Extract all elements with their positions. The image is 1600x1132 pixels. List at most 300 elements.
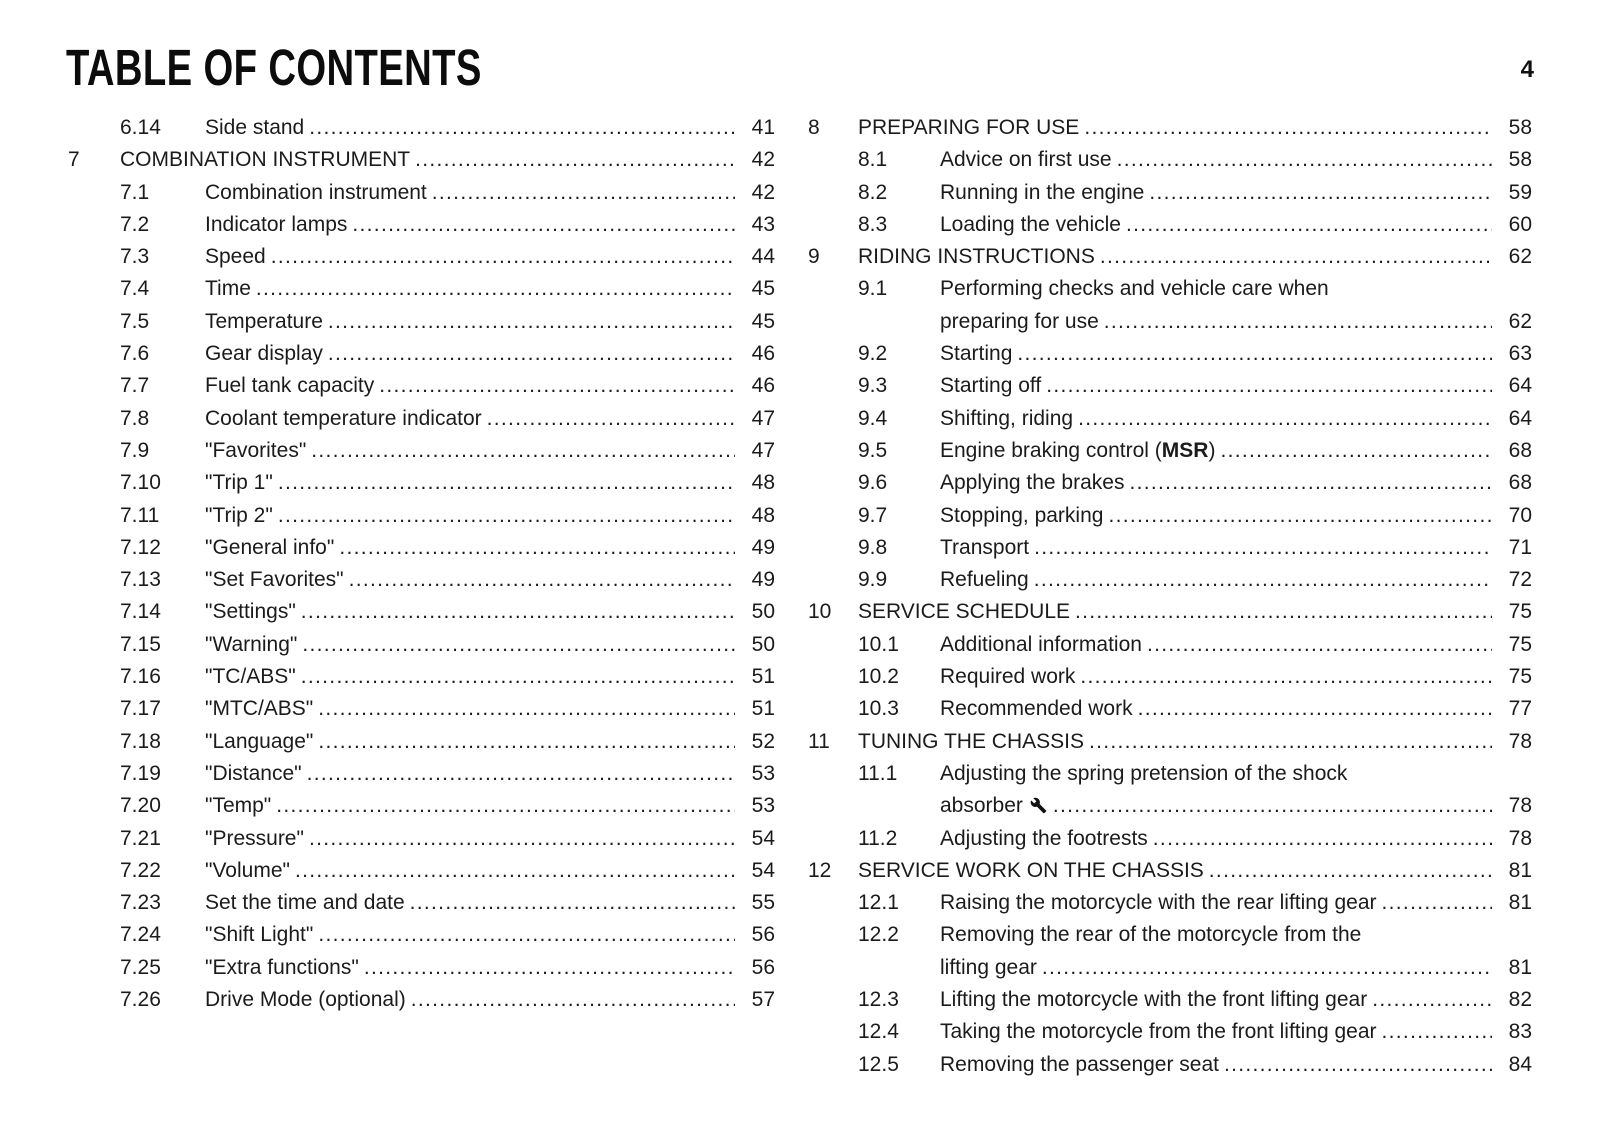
dot-leader (1372, 984, 1492, 1016)
toc-entry (808, 467, 1532, 499)
entry-page-number: 62 (1508, 245, 1532, 269)
entry-page-number: 44 (751, 245, 775, 269)
entry-title-continued: preparing for use (940, 309, 1099, 333)
dot-leader (318, 726, 735, 758)
entry-title: Coolant temperature indicator (205, 406, 482, 430)
entry-line-1 (205, 693, 775, 725)
toc-column-left (68, 112, 775, 1016)
entry-body (205, 241, 775, 273)
entry-body (205, 855, 775, 887)
entry-body (205, 564, 775, 596)
toc-entry (808, 241, 1532, 273)
dot-leader (1078, 403, 1492, 435)
toc-entry (808, 887, 1532, 919)
wrench-icon (1030, 792, 1047, 824)
entry-body (940, 823, 1532, 855)
section-number: 9.4 (858, 406, 888, 430)
dot-leader (328, 306, 735, 338)
entry-body (940, 370, 1532, 402)
dot-leader (1138, 693, 1492, 725)
section-number: 10.2 (858, 665, 899, 689)
dot-leader (318, 919, 735, 951)
entry-page-number: 81 (1508, 955, 1532, 979)
entry-page-number: 54 (751, 826, 775, 850)
entry-title: Drive Mode (optional) (205, 988, 406, 1012)
entry-body (205, 693, 775, 725)
entry-body (205, 306, 775, 338)
entry-title: Taking the motorcycle from the front lifting gear (940, 1020, 1377, 1044)
chapter-number: 7 (68, 148, 80, 172)
entry-line-1 (940, 823, 1532, 855)
toc-entry (808, 532, 1532, 564)
entry-page-number: 84 (1508, 1052, 1532, 1076)
entry-body (205, 532, 775, 564)
dot-leader (1053, 790, 1492, 822)
entry-page-number: 48 (751, 471, 775, 495)
section-number: 7.18 (120, 729, 161, 753)
dot-leader (328, 338, 735, 370)
entry-page-number: 43 (751, 212, 775, 236)
entry-page-number: 72 (1508, 568, 1532, 592)
entry-title: Transport (940, 535, 1030, 559)
entry-title: Raising the motorcycle with the rear lifting gear (940, 891, 1377, 915)
toc-entry (68, 984, 775, 1016)
entry-body (940, 177, 1532, 209)
chapter-number: 11 (808, 729, 830, 753)
entry-title: "Shift Light" (205, 923, 314, 947)
dot-leader (309, 823, 735, 855)
entry-page-number: 51 (751, 665, 775, 689)
entry-body (205, 112, 775, 144)
entry-body (205, 467, 775, 499)
toc-entry (808, 112, 1532, 144)
entry-line-1 (205, 306, 775, 338)
entry-body (205, 726, 775, 758)
dot-leader (276, 790, 735, 822)
entry-title: Lifting the motorcycle with the front lifting gear (940, 988, 1368, 1012)
entry-title: Fuel tank capacity (205, 374, 375, 398)
entry-page-number: 50 (751, 632, 775, 656)
entry-body (858, 726, 1532, 758)
dot-leader (1108, 500, 1492, 532)
entry-title: Time (205, 277, 251, 301)
section-number: 8.2 (858, 180, 888, 204)
entry-line-1 (940, 273, 1532, 305)
section-number: 7.10 (120, 471, 161, 495)
entry-title: "Language" (205, 729, 314, 753)
entry-page-number: 59 (1508, 180, 1532, 204)
entry-line-1 (205, 661, 775, 693)
dot-leader (1382, 1016, 1492, 1048)
entry-line-1 (120, 144, 775, 176)
toc-entry (68, 338, 775, 370)
dot-leader (1153, 823, 1492, 855)
section-number: 7.21 (120, 826, 161, 850)
entry-line-1 (858, 112, 1532, 144)
toc-entry (68, 306, 775, 338)
entry-page-number: 53 (751, 761, 775, 785)
entry-line-1 (940, 919, 1532, 951)
dot-leader (487, 403, 735, 435)
toc-entry (808, 1016, 1532, 1048)
entry-title: "Temp" (205, 794, 272, 818)
entry-title: Advice on first use (940, 148, 1112, 172)
entry-title: "TC/ABS" (205, 665, 296, 689)
entry-line-1 (205, 984, 775, 1016)
entry-title: COMBINATION INSTRUMENT (120, 148, 411, 172)
entry-body (940, 564, 1532, 596)
toc-entry (68, 435, 775, 467)
entry-title: Required work (940, 665, 1076, 689)
toc-entry (68, 855, 775, 887)
dot-leader (318, 693, 735, 725)
entry-line-1 (858, 241, 1532, 273)
entry-page-number: 64 (1508, 374, 1532, 398)
entry-body (205, 596, 775, 628)
toc-entry (68, 500, 775, 532)
toc-entry (808, 435, 1532, 467)
dot-leader (1100, 241, 1492, 273)
entry-title: Set the time and date (205, 891, 405, 915)
entry-page-number: 48 (751, 503, 775, 527)
section-number: 9.9 (858, 568, 888, 592)
entry-line-1 (205, 435, 775, 467)
section-number: 7.4 (120, 277, 150, 301)
entry-page-number: 50 (751, 600, 775, 624)
entry-title: "Volume" (205, 858, 290, 882)
entry-title: Side stand (205, 116, 305, 139)
entry-body (940, 338, 1532, 370)
entry-title: Running in the engine (940, 180, 1145, 204)
entry-line-1 (940, 370, 1532, 402)
toc-entry (808, 403, 1532, 435)
entry-line-1 (940, 661, 1532, 693)
entry-page-number: 52 (751, 729, 775, 753)
section-number: 7.12 (120, 535, 161, 559)
entry-line-1 (205, 177, 775, 209)
toc-entry (68, 952, 775, 984)
entry-page-number: 78 (1508, 794, 1532, 818)
entry-body (940, 629, 1532, 661)
entry-page-number: 51 (751, 697, 775, 721)
entry-line-1 (205, 338, 775, 370)
dot-leader (1220, 435, 1492, 467)
toc-entry (808, 823, 1532, 855)
dot-leader (432, 177, 735, 209)
dot-leader (1209, 855, 1492, 887)
entry-page-number: 41 (751, 116, 775, 139)
entry-body (858, 855, 1532, 887)
section-number: 9.3 (858, 374, 888, 398)
entry-page-number: 81 (1508, 891, 1532, 915)
entry-page-number: 45 (751, 309, 775, 333)
entry-body (205, 758, 775, 790)
entry-title: "Distance" (205, 761, 302, 785)
toc-entry (68, 532, 775, 564)
entry-page-number: 64 (1508, 406, 1532, 430)
entry-title: Recommended work (940, 697, 1133, 721)
section-number: 7.9 (120, 438, 150, 462)
entry-line-1 (940, 984, 1532, 1016)
section-number: 7.16 (120, 665, 161, 689)
toc-entry (68, 564, 775, 596)
toc-entry (68, 112, 775, 144)
section-number: 10.3 (858, 697, 899, 721)
entry-page-number: 55 (751, 891, 775, 915)
dot-leader (339, 532, 735, 564)
entry-body (940, 919, 1532, 984)
entry-title (940, 435, 1215, 467)
entry-body (940, 693, 1532, 725)
entry-line-1 (205, 726, 775, 758)
entry-body (205, 661, 775, 693)
entry-line-1 (940, 144, 1532, 176)
entry-page-number: 62 (1508, 309, 1532, 333)
entry-body (940, 1016, 1532, 1048)
entry-line-1 (205, 500, 775, 532)
entry-body (940, 532, 1532, 564)
section-number: 11.1 (858, 761, 898, 785)
entry-title: Refueling (940, 568, 1029, 592)
entry-page-number: 78 (1508, 826, 1532, 850)
entry-body (205, 823, 775, 855)
entry-page-number: 83 (1508, 1020, 1532, 1044)
entry-body (940, 661, 1532, 693)
toc-entry (808, 919, 1532, 984)
entry-body (205, 209, 775, 241)
entry-line-1 (205, 532, 775, 564)
entry-page-number: 75 (1508, 600, 1532, 624)
entry-title: Shifting, riding (940, 406, 1074, 430)
toc-entry (808, 1049, 1532, 1081)
entry-page-number: 47 (751, 438, 775, 462)
entry-title: Gear display (205, 342, 323, 366)
entry-page-number: 42 (751, 180, 775, 204)
entry-line-1 (205, 823, 775, 855)
toc-entry (68, 887, 775, 919)
section-number: 12.1 (858, 891, 899, 915)
entry-body (940, 273, 1532, 338)
entry-line-1 (205, 919, 775, 951)
toc-entry (808, 855, 1532, 887)
section-number: 6.14 (120, 116, 161, 139)
dot-leader (311, 435, 735, 467)
entry-line-1 (940, 629, 1532, 661)
toc-entry (68, 144, 775, 176)
dot-leader (1017, 338, 1492, 370)
entry-page-number: 63 (1508, 342, 1532, 366)
dot-leader (349, 564, 735, 596)
toc-entry (68, 790, 775, 822)
toc-entry (808, 661, 1532, 693)
toc-entry (808, 209, 1532, 241)
entry-body (858, 241, 1532, 273)
entry-page-number: 81 (1508, 858, 1532, 882)
entry-line-1 (205, 790, 775, 822)
section-number: 7.6 (120, 342, 150, 366)
entry-body (940, 984, 1532, 1016)
entry-page-number: 56 (751, 955, 775, 979)
dot-leader (295, 855, 735, 887)
entry-line-1 (940, 532, 1532, 564)
entry-body (940, 467, 1532, 499)
section-number: 7.13 (120, 568, 161, 592)
toc-column-right (808, 112, 1532, 1081)
dot-leader (271, 241, 735, 273)
entry-title: RIDING INSTRUCTIONS (858, 245, 1095, 269)
entry-page-number: 54 (751, 858, 775, 882)
entry-page-number: 47 (751, 406, 775, 430)
section-number: 12.4 (858, 1020, 899, 1044)
toc-entry (68, 403, 775, 435)
toc-entry (808, 177, 1532, 209)
section-number: 7.7 (120, 374, 150, 398)
chapter-number: 10 (808, 600, 832, 624)
entry-title: Starting off (940, 374, 1042, 398)
entry-title: Adjusting the spring pretension of the shock (940, 761, 1348, 785)
dot-leader (411, 984, 735, 1016)
dot-leader (301, 596, 735, 628)
section-number: 7.20 (120, 794, 161, 818)
entry-line-1 (940, 1049, 1532, 1081)
entry-body (205, 984, 775, 1016)
toc-entry (808, 726, 1532, 758)
entry-body (940, 403, 1532, 435)
dot-leader (1080, 661, 1492, 693)
entry-title: Temperature (205, 309, 323, 333)
section-number: 7.5 (120, 309, 150, 333)
toc-entry (808, 500, 1532, 532)
entry-line-1 (205, 855, 775, 887)
entry-line-1 (205, 273, 775, 305)
entry-line-1 (858, 726, 1532, 758)
entry-page-number: 58 (1508, 116, 1532, 139)
entry-line-1 (940, 403, 1532, 435)
entry-line-2 (940, 790, 1532, 822)
entry-line-1 (205, 403, 775, 435)
entry-body (205, 919, 775, 951)
entry-line-1 (205, 209, 775, 241)
section-number: 12.2 (858, 923, 899, 947)
dot-leader (1117, 144, 1492, 176)
dot-leader (1034, 564, 1492, 596)
entry-page-number: 82 (1508, 988, 1532, 1012)
section-number: 7.14 (120, 600, 161, 624)
entry-title: Indicator lamps (205, 212, 348, 236)
entry-line-1 (205, 952, 775, 984)
section-number: 7.22 (120, 858, 161, 882)
entry-line-1 (205, 887, 775, 919)
section-number: 7.2 (120, 212, 150, 236)
dot-leader (1046, 370, 1492, 402)
dot-leader (256, 273, 735, 305)
entry-page-number: 56 (751, 923, 775, 947)
entry-body (205, 338, 775, 370)
entry-title: Combination instrument (205, 180, 427, 204)
entry-body (858, 596, 1532, 628)
entry-title: "General info" (205, 535, 335, 559)
chapter-number: 9 (808, 245, 820, 269)
entry-body (940, 209, 1532, 241)
chapter-number: 8 (808, 116, 820, 139)
entry-body (940, 887, 1532, 919)
entry-line-1 (940, 467, 1532, 499)
section-number: 10.1 (858, 632, 899, 656)
entry-title: TUNING THE CHASSIS (858, 729, 1084, 753)
entry-title: "Pressure" (205, 826, 304, 850)
entry-page-number: 75 (1508, 665, 1532, 689)
section-number: 9.5 (858, 438, 888, 462)
toc-entry (68, 629, 775, 661)
entry-page-number: 53 (751, 794, 775, 818)
dot-leader (301, 661, 735, 693)
entry-title: "Set Favorites" (205, 568, 344, 592)
toc-entry (68, 177, 775, 209)
entry-title-continued: lifting gear (940, 955, 1037, 979)
section-number: 7.25 (120, 955, 161, 979)
entry-title-bold: MSR (1161, 438, 1209, 462)
entry-body (205, 177, 775, 209)
entry-title: "Settings" (205, 600, 296, 624)
section-number: 7.11 (120, 503, 160, 527)
entry-page-number: 46 (751, 342, 775, 366)
entry-title: "Trip 2" (205, 503, 273, 527)
entry-page-number: 42 (751, 148, 775, 172)
entry-line-1 (205, 596, 775, 628)
entry-line-1 (940, 177, 1532, 209)
dot-leader (1126, 209, 1492, 241)
entry-body (205, 887, 775, 919)
toc-entry (68, 209, 775, 241)
entry-body (205, 403, 775, 435)
entry-page-number: 58 (1508, 148, 1532, 172)
toc-entry (68, 823, 775, 855)
section-number: 9.8 (858, 535, 888, 559)
section-number: 8.1 (858, 148, 888, 172)
entry-body (205, 435, 775, 467)
dot-leader (302, 629, 735, 661)
section-number: 7.1 (120, 180, 150, 204)
dot-leader (1084, 112, 1492, 144)
toc-entry (68, 370, 775, 402)
toc-entry (808, 338, 1532, 370)
entry-title-continued: absorber (940, 794, 1023, 818)
dot-leader (364, 952, 735, 984)
toc-entry (68, 273, 775, 305)
section-number: 12.5 (858, 1052, 899, 1076)
entry-line-1 (940, 338, 1532, 370)
entry-title: Applying the brakes (940, 471, 1125, 495)
entry-page-number: 75 (1508, 632, 1532, 656)
page-title: TABLE OF CONTENTS (66, 39, 482, 96)
toc-entry (808, 693, 1532, 725)
section-number: 7.26 (120, 988, 161, 1012)
toc-entry (68, 661, 775, 693)
entry-body (940, 758, 1532, 823)
entry-line-2 (940, 306, 1532, 338)
entry-page-number: 57 (751, 988, 775, 1012)
section-number: 9.2 (858, 342, 888, 366)
entry-body (205, 370, 775, 402)
section-number: 11.2 (858, 826, 898, 850)
entry-body (205, 500, 775, 532)
entry-body (120, 144, 775, 176)
section-number: 7.3 (120, 245, 150, 269)
entry-line-1 (940, 887, 1532, 919)
toc-entry (68, 726, 775, 758)
section-number: 7.8 (120, 406, 150, 430)
chapter-number: 12 (808, 858, 832, 882)
